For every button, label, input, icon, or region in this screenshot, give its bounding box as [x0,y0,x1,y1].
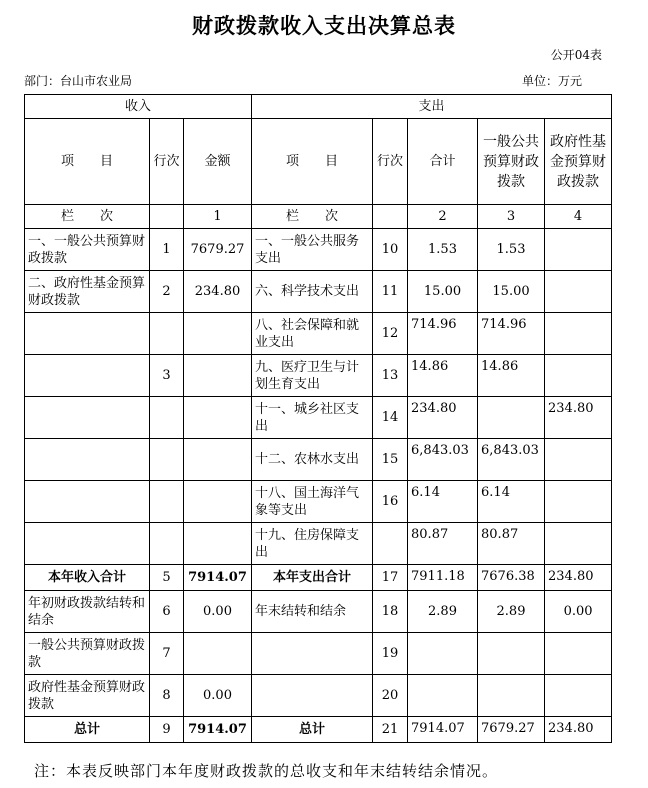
grand-total-row [25,717,612,743]
income-sum-amount: 7914.07 [184,565,252,591]
expense-general [478,397,545,439]
income-rowno-header: 行次 [150,119,184,205]
income-item [25,397,150,439]
income-carry-item: 政府性基金预算财政拨款 [25,675,150,717]
expense-general: 15.00 [478,271,545,313]
expense-header: 支出 [252,95,612,119]
expense-carry-item: 年末结转和结余 [252,591,373,633]
expense-total: 6,843.03 [408,439,478,481]
annual-sum-row [25,565,612,591]
col-index-1: 1 [184,205,252,229]
expense-carry-general: 2.89 [478,591,545,633]
expense-row-no: 16 [373,481,408,523]
carryover-row [25,675,612,717]
expense-row-no: 10 [373,229,408,271]
income-item [25,523,150,565]
income-amount [184,481,252,523]
col-index-label-2: 栏 次 [252,205,373,229]
column-index-row [25,205,612,229]
expense-row-no [373,523,408,565]
expense-fund [545,229,612,271]
expense-total-header: 合计 [408,119,478,205]
form-number: 公开04表 [550,48,602,62]
expense-sum-general: 7676.38 [478,565,545,591]
col-index-3: 3 [478,205,545,229]
income-carry-row-no: 8 [150,675,184,717]
income-carry-item: 一般公共预算财政拨款 [25,633,150,675]
expense-carry-row-no: 19 [373,633,408,675]
income-amount: 234.80 [184,271,252,313]
income-amount [184,313,252,355]
department-label: 部门：台山市农业局 [24,74,133,88]
expense-carry-row-no: 18 [373,591,408,633]
income-item: 二、政府性基金预算财政拨款 [25,271,150,313]
expense-carry-fund [545,633,612,675]
expense-row-no: 14 [373,397,408,439]
unit-label: 单位：万元 [521,74,582,88]
income-carry-amount: 0.00 [184,675,252,717]
expense-fund [545,481,612,523]
expense-carry-item [252,675,373,717]
expense-item: 十一、城乡社区支出 [252,397,373,439]
income-amount: 7679.27 [184,229,252,271]
col-index-4: 4 [545,205,612,229]
expense-general: 6.14 [478,481,545,523]
expense-sum-row-no: 17 [373,565,408,591]
income-row-no: 3 [150,355,184,397]
expense-row-no: 15 [373,439,408,481]
col-index-blank [150,205,184,229]
income-amount-header: 金额 [184,119,252,205]
table-row [25,313,612,355]
carryover-row [25,591,612,633]
budget-summary-table [24,94,612,743]
expense-item: 十九、住房保障支出 [252,523,373,565]
income-amount [184,355,252,397]
income-amount [184,523,252,565]
income-row-no [150,397,184,439]
col-index-2: 2 [408,205,478,229]
expense-general: 14.86 [478,355,545,397]
expense-fund [545,523,612,565]
carryover-row [25,633,612,675]
table-row [25,271,612,313]
income-grand-label: 总计 [25,717,150,743]
income-carry-amount [184,633,252,675]
expense-general-header: 一般公共预算财政拨款 [478,119,545,205]
expense-carry-fund [545,675,612,717]
expense-item: 十八、国土海洋气象等支出 [252,481,373,523]
section-header-row [25,95,612,119]
expense-general: 80.87 [478,523,545,565]
expense-total: 1.53 [408,229,478,271]
income-sum-label: 本年收入合计 [25,565,150,591]
income-row-no: 1 [150,229,184,271]
expense-sum-label: 本年支出合计 [252,565,373,591]
expense-item: 一、一般公共服务支出 [252,229,373,271]
col-index-label: 栏 次 [25,205,150,229]
income-header: 收入 [25,95,252,119]
expense-row-no: 11 [373,271,408,313]
expense-carry-total [408,633,478,675]
expense-total: 15.00 [408,271,478,313]
table-row [25,355,612,397]
table-row [25,523,612,565]
expense-sum-total: 7911.18 [408,565,478,591]
income-carry-row-no: 6 [150,591,184,633]
income-row-no [150,313,184,355]
expense-carry-row-no: 20 [373,675,408,717]
income-row-no: 2 [150,271,184,313]
expense-total: 714.96 [408,313,478,355]
expense-fund [545,271,612,313]
expense-total: 80.87 [408,523,478,565]
income-item [25,481,150,523]
expense-grand-label: 总计 [252,717,373,743]
income-row-no [150,439,184,481]
table-row [25,481,612,523]
income-carry-item: 年初财政拨款结转和结余 [25,591,150,633]
footnote: 注：本表反映部门本年度财政拨款的总收支和年末结转结余情况。 [34,762,499,780]
expense-fund: 234.80 [545,397,612,439]
expense-grand-fund: 234.80 [545,717,612,743]
expense-grand-general: 7679.27 [478,717,545,743]
expense-row-no: 12 [373,313,408,355]
income-row-no [150,523,184,565]
expense-item-header: 项 目 [252,119,373,205]
expense-total: 14.86 [408,355,478,397]
expense-item: 八、社会保障和就业支出 [252,313,373,355]
expense-general: 714.96 [478,313,545,355]
expense-grand-total: 7914.07 [408,717,478,743]
income-item [25,313,150,355]
income-carry-row-no: 7 [150,633,184,675]
income-item-header: 项 目 [25,119,150,205]
table-row [25,229,612,271]
expense-fund [545,355,612,397]
expense-general: 1.53 [478,229,545,271]
income-item [25,355,150,397]
income-carry-amount: 0.00 [184,591,252,633]
expense-row-no: 13 [373,355,408,397]
expense-carry-general [478,633,545,675]
table-row [25,397,612,439]
expense-total: 234.80 [408,397,478,439]
income-grand-row-no: 9 [150,717,184,743]
expense-item: 九、医疗卫生与计划生育支出 [252,355,373,397]
expense-carry-total [408,675,478,717]
expense-fund-header: 政府性基金预算财政拨款 [545,119,612,205]
expense-item: 十二、农林水支出 [252,439,373,481]
expense-item: 六、科学技术支出 [252,271,373,313]
expense-fund [545,313,612,355]
income-amount [184,397,252,439]
expense-general: 6,843.03 [478,439,545,481]
expense-rowno-header: 行次 [373,119,408,205]
col-index-blank-2 [373,205,408,229]
income-item: 一、一般公共预算财政拨款 [25,229,150,271]
income-row-no [150,481,184,523]
column-header-row [25,119,612,205]
expense-fund [545,439,612,481]
report-title: 财政拨款收入支出决算总表 [192,13,456,38]
income-item [25,439,150,481]
table-row [25,439,612,481]
income-sum-row-no: 5 [150,565,184,591]
expense-total: 6.14 [408,481,478,523]
income-amount [184,439,252,481]
expense-carry-fund: 0.00 [545,591,612,633]
income-grand-amount: 7914.07 [184,717,252,743]
expense-grand-row-no: 21 [373,717,408,743]
expense-sum-fund: 234.80 [545,565,612,591]
expense-carry-total: 2.89 [408,591,478,633]
expense-carry-general [478,675,545,717]
expense-carry-item [252,633,373,675]
